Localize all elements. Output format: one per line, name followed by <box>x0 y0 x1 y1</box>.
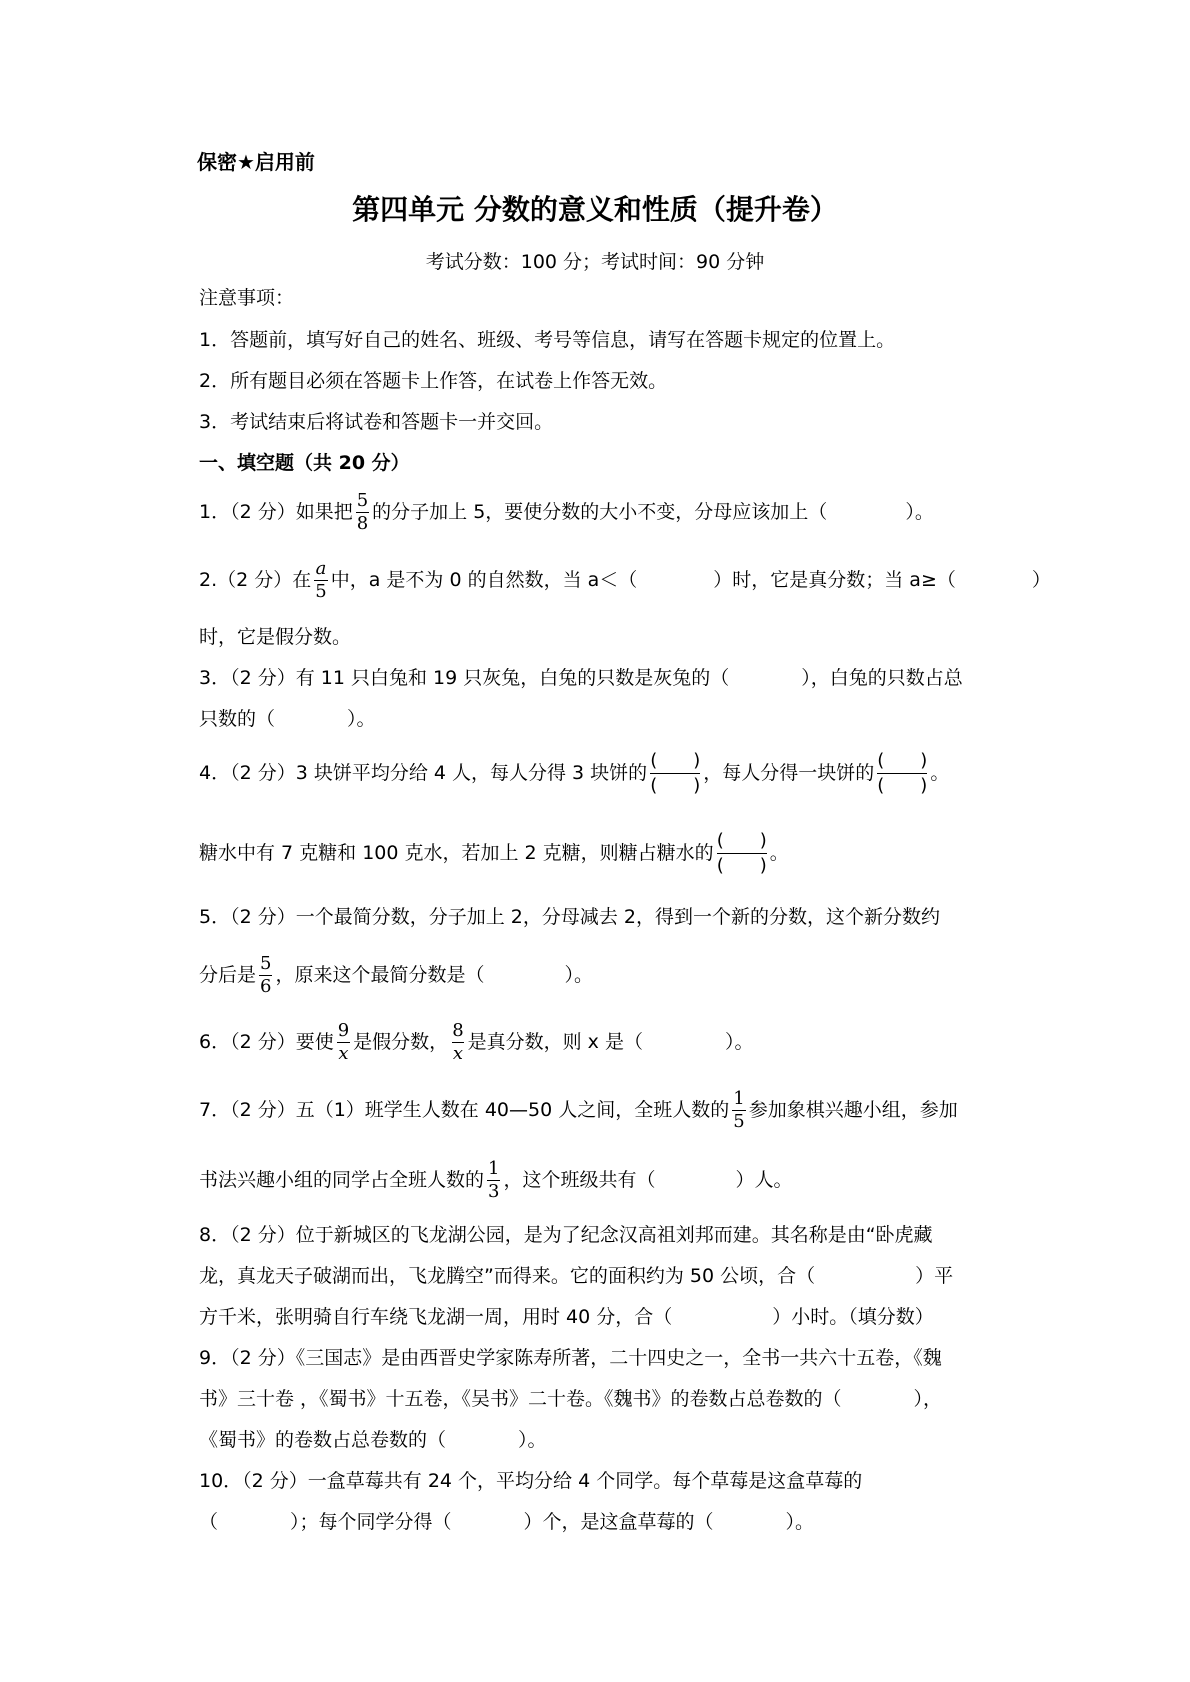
question-10-line-2: （ ）；每个同学分得（ ）个，是这盒草莓的（ ）。 <box>199 1511 815 1533</box>
question-2-line-2: 时，它是假分数。 <box>199 626 352 648</box>
notice-item-1: 1．答题前，填写好自己的姓名、班级、考号等信息，请写在答题卡规定的位置上。 <box>199 329 896 351</box>
exam-subtitle: 考试分数：100 分；考试时间：90 分钟 <box>425 251 765 273</box>
question-5: 5．（2 分）一个最简分数，分子加上 2，分母减去 2，得到一个新的分数，这个新分数约 <box>199 906 940 928</box>
fraction-9-x: $\frac{9}{x}$ <box>337 1020 350 1064</box>
fraction-a-5: $\frac{a}{5}$ <box>315 558 327 602</box>
question-3-line-2: 只数的（ ）。 <box>199 708 376 730</box>
question-9-line-2: 书》三十卷 ，《蜀书》十五卷，《吴书》二十卷。《魏书》的卷数占总卷数的（ ）， <box>199 1388 943 1410</box>
question-8-line-3: 方千米，张明骑自行车绕飞龙湖一周，用时 40 分，合（ ）小时。（填分数） <box>199 1306 934 1328</box>
question-1: 1．（2 分）如果把 $\frac{5}{8}$ 的分子加上 5，要使分数的大小不变，分母应该加上（ ）。 <box>199 490 934 534</box>
question-4-line-2: 糖水中有 7 克糖和 100 克水，若加上 2 克糖，则糖占糖水的 $\frac{( )}{( )}$ 。 <box>199 830 789 876</box>
fraction-1-3: $\frac{1}{3}$ <box>488 1158 500 1202</box>
question-9-line-3: 《蜀书》的卷数占总卷数的（ ）。 <box>199 1429 547 1451</box>
question-5-line-2: 分后是 $\frac{5}{6}$ ，原来这个最简分数是（ ）。 <box>199 953 593 997</box>
question-10: 10．（2 分）一盒草莓共有 24 个，平均分给 4 个同学。每个草莓是这盒草莓的 <box>199 1470 863 1492</box>
question-9: 9．（2 分）《三国志》是由西晋史学家陈寿所著，二十四史之一，全书一共六十五卷，《魏 <box>199 1347 942 1369</box>
question-6: 6．（2 分）要使 $\frac{9}{x}$ 是假分数， $\frac{8}{x}$ 是真分数，则 x 是（ ）。 <box>199 1020 754 1064</box>
question-8-line-2: 龙，真龙天子破湖而出，飞龙腾空”而得来。它的面积约为 50 公顷，合（ ）平 <box>199 1265 954 1287</box>
notice-heading: 注意事项： <box>199 287 295 309</box>
blank-fraction[interactable]: $\frac{( )}{( )}$ <box>716 830 767 876</box>
question-7-line-2: 书法兴趣小组的同学占全班人数的 $\frac{1}{3}$ ，这个班级共有（ ）人。 <box>199 1158 793 1202</box>
question-8: 8．（2 分）位于新城区的飞龙湖公园，是为了纪念汉高祖刘邦而建。其名称是由“卧虎藏 <box>199 1224 933 1246</box>
question-4: 4．（2 分）3 块饼平均分给 4 人，每人分得 3 块饼的 $\frac{( )}{( )}$ ，每人分得一块饼的 $\frac{( )}{( )}$ 。 <box>199 750 950 796</box>
question-2: 2.（2 分）在 $\frac{a}{5}$ 中，a 是不为 0 的自然数，当 a＜（ ）时，它是真分数；当 a≥（ ） <box>199 558 1051 602</box>
notice-item-3: 3．考试结束后将试卷和答题卡一并交回。 <box>199 411 554 433</box>
fraction-5-6: $\frac{5}{6}$ <box>260 953 272 997</box>
fraction-8-x: $\frac{8}{x}$ <box>452 1020 464 1064</box>
blank-fraction[interactable]: $\frac{( )}{( )}$ <box>650 750 701 796</box>
exam-title: 第四单元 分数的意义和性质（提升卷） <box>352 193 838 226</box>
fraction-1-5: $\frac{1}{5}$ <box>733 1088 745 1132</box>
question-7: 7．（2 分）五（1）班学生人数在 40—50 人之间，全班人数的 $\frac{1}{5}$ 参加象棋兴趣小组，参加 <box>199 1088 958 1132</box>
notice-item-2: 2．所有题目必须在答题卡上作答，在试卷上作答无效。 <box>199 370 668 392</box>
fraction-5-8: $\frac{5}{8}$ <box>356 490 369 534</box>
confidential-label: 保密★启用前 <box>197 150 315 174</box>
blank-fraction[interactable]: $\frac{( )}{( )}$ <box>877 750 928 796</box>
question-3: 3．（2 分）有 11 只白兔和 19 只灰兔，白兔的只数是灰兔的（ ），白兔的只数占总 <box>199 667 963 689</box>
section-heading-fill-in: 一、填空题（共 20 分） <box>199 452 410 474</box>
